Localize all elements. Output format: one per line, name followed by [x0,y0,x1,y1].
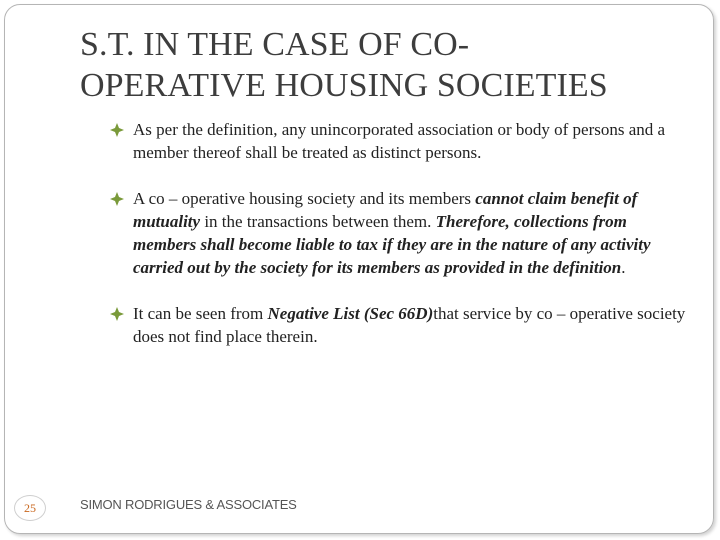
bullet-text-segment: A co – operative housing society and its members [133,189,476,208]
bullet-text-segment: It can be seen from [133,304,268,323]
bullet-item [109,187,689,279]
bullet-item [109,118,689,164]
bullet-emphasis-segment: Therefore, collections from members shall become liable to tax if they are in the nature of any activity carried out by the society for its members as provided in the definition [133,212,651,277]
bullet-text-segment: in the transactions between them. [200,212,436,231]
bullet-emphasis-segment: cannot claim benefit of mutuality [133,189,638,231]
bullet-text-segment: As per the definition, any unincorporated association or body of persons and a member thereof shall be treated as distinct persons. [133,120,666,162]
page-number: 25 [14,495,46,521]
bullet-item [109,302,689,348]
diamond-bullet-icon [109,122,125,138]
diamond-bullet-icon [109,306,125,322]
bullet-text-segment: . [621,258,626,277]
title-line-2: OPERATIVE HOUSING SOCIETIES [80,67,608,104]
bullet-text-segment: that service by co – operative society does not find place therein. [133,304,686,346]
diamond-bullet-icon [109,191,125,207]
title-line-1: S.T. IN THE CASE OF CO- [80,26,470,63]
footer-text: SIMON RODRIGUES & ASSOCIATES [80,497,297,512]
slide-title [80,24,680,106]
bullet-emphasis-segment: Negative List (Sec 66D) [267,304,434,323]
bullet-list [109,118,689,371]
